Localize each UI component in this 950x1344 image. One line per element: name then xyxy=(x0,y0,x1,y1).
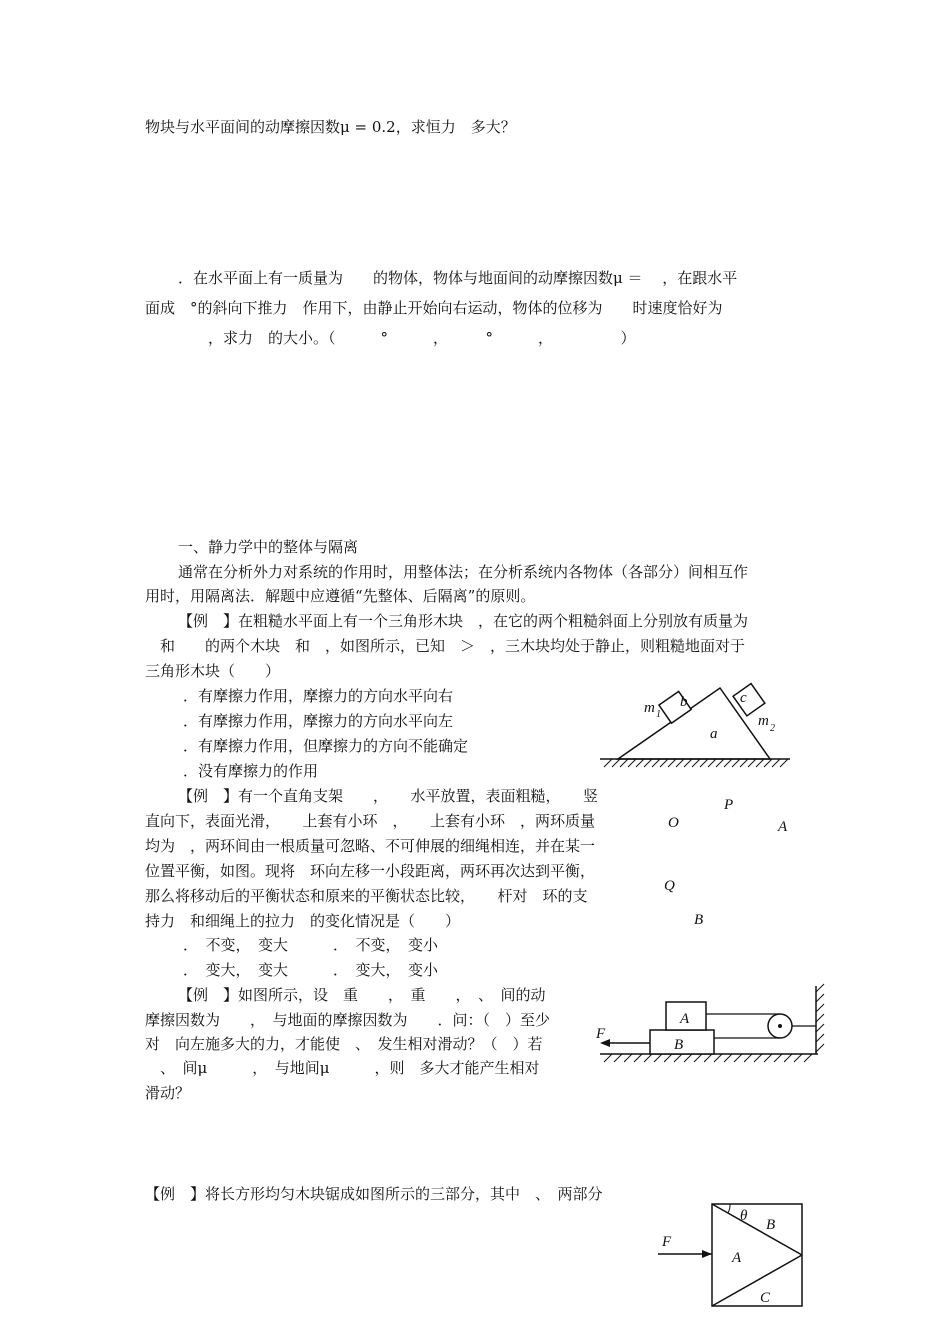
label-F: F xyxy=(596,1026,606,1042)
choice-options-row: ． 不变， 变大 ． 不变， 变小 xyxy=(183,936,439,954)
label-F: F xyxy=(662,1234,672,1250)
example-text-line: 【例 】在粗糙水平面上有一个三角形木块 ，在它的两个粗糙斜面上分别放有质量为 xyxy=(178,612,749,630)
label-A: A xyxy=(680,1011,690,1027)
example-text-line: 和 的两个木块 和 ，如图所示，已知 ＞ ，三木块均处于静止，则粗糙地面对于 xyxy=(145,637,746,655)
label-Q: Q xyxy=(664,878,675,894)
label-C: C xyxy=(760,1290,771,1306)
label-theta: θ xyxy=(740,1208,748,1224)
choice-option-c: ．有摩擦力作用，但摩擦力的方向不能确定 xyxy=(183,737,469,755)
problem-text-line: 物块与水平面间的动摩擦因数μ = 0.2，求恒力 多大？ xyxy=(145,118,516,136)
label-m2: m xyxy=(758,713,769,729)
triangle-blocks-figure xyxy=(600,670,800,775)
section-heading: 一、静力学中的整体与隔离 xyxy=(178,538,359,556)
choice-option-d: ．没有摩擦力的作用 xyxy=(183,762,319,780)
problem-text-line: 面成 °的斜向下推力 作用下，由静止开始向右运动，物体的位移为 时速度恰好为 xyxy=(145,299,723,317)
section-intro-line: 通常在分析外力对系统的作用时，用整体法；在分析系统内各物体（各部分）间相互作 xyxy=(178,563,749,581)
example-text-line: 【例 】有一个直角支架 ， 水平放置，表面粗糙， 竖 xyxy=(178,787,599,805)
example-text-line: 对 向左施多大的力，才能使 、 发生相对滑动？（ ）若 xyxy=(145,1035,543,1053)
example-text-line: 持力 和细绳上的拉力 的变化情况是（ ） xyxy=(145,912,461,930)
example-text-line: 【例 】将长方形均匀木块锯成如图所示的三部分，其中 、 两部分 xyxy=(145,1185,603,1203)
block-c xyxy=(733,684,765,716)
problem-text-line: ，求力 的大小。（ ° ， ° ， ） xyxy=(178,329,636,347)
example-text-line: 【例 】如图所示，设 重 ， 重 ， 、 间的动 xyxy=(178,986,546,1004)
example-text-line: 直向下，表面光滑， 上套有小环 ， 上套有小环 ，两环质量 xyxy=(145,812,596,830)
example-text-line: 位置平衡，如图。现将 环向左移一小段距离，两环再次达到平衡， xyxy=(145,862,596,880)
example-text-line: 那么将移动后的平衡状态和原来的平衡状态比较， 杆对 环的支 xyxy=(145,887,588,905)
example-text-line: 、 间μ ， 与地间μ ，则 多大才能产生相对 xyxy=(145,1059,540,1077)
label-O: O xyxy=(668,815,679,831)
example-text-line: 均为 ，两环间由一根质量可忽略、不可伸展的细绳相连，并在某一 xyxy=(145,837,596,855)
section-intro-line: 用时，用隔离法．解题中应遵循“先整体、后隔离”的原则。 xyxy=(145,587,536,605)
label-A: A xyxy=(732,1250,742,1266)
example-text-line: 摩擦因数为 ， 与地面的摩擦因数为 ．问：（ ）至少 xyxy=(145,1011,551,1029)
block-outline xyxy=(712,1204,802,1306)
label-a: a xyxy=(710,726,718,742)
label-m1-subscript: 1 xyxy=(656,709,661,720)
problem-text-line: ．在水平面上有一质量为 的物体，物体与地面间的动摩擦因数μ ＝ ，在跟水平 xyxy=(178,269,738,287)
label-P: P xyxy=(724,797,734,813)
example-text-line: 滑动？ xyxy=(145,1084,191,1102)
label-b: b xyxy=(680,694,688,710)
label-B: B xyxy=(694,912,704,928)
choice-options-row: ． 变大， 变大 ． 变大， 变小 xyxy=(183,961,439,979)
example-text-line: 三角形木块（ ） xyxy=(145,662,281,680)
sawn-block-figure xyxy=(654,1198,814,1312)
label-B: B xyxy=(766,1217,776,1233)
choice-option-b: ．有摩擦力作用，摩擦力的方向水平向左 xyxy=(183,712,454,730)
label-m2-subscript: 2 xyxy=(770,723,775,734)
label-A: A xyxy=(778,819,788,835)
label-m1: m xyxy=(644,700,655,716)
pulley-blocks-figure xyxy=(592,982,828,1072)
label-c: c xyxy=(740,690,747,706)
choice-option-a: ．有摩擦力作用，摩擦力的方向水平向右 xyxy=(183,687,454,705)
label-B: B xyxy=(674,1037,684,1053)
